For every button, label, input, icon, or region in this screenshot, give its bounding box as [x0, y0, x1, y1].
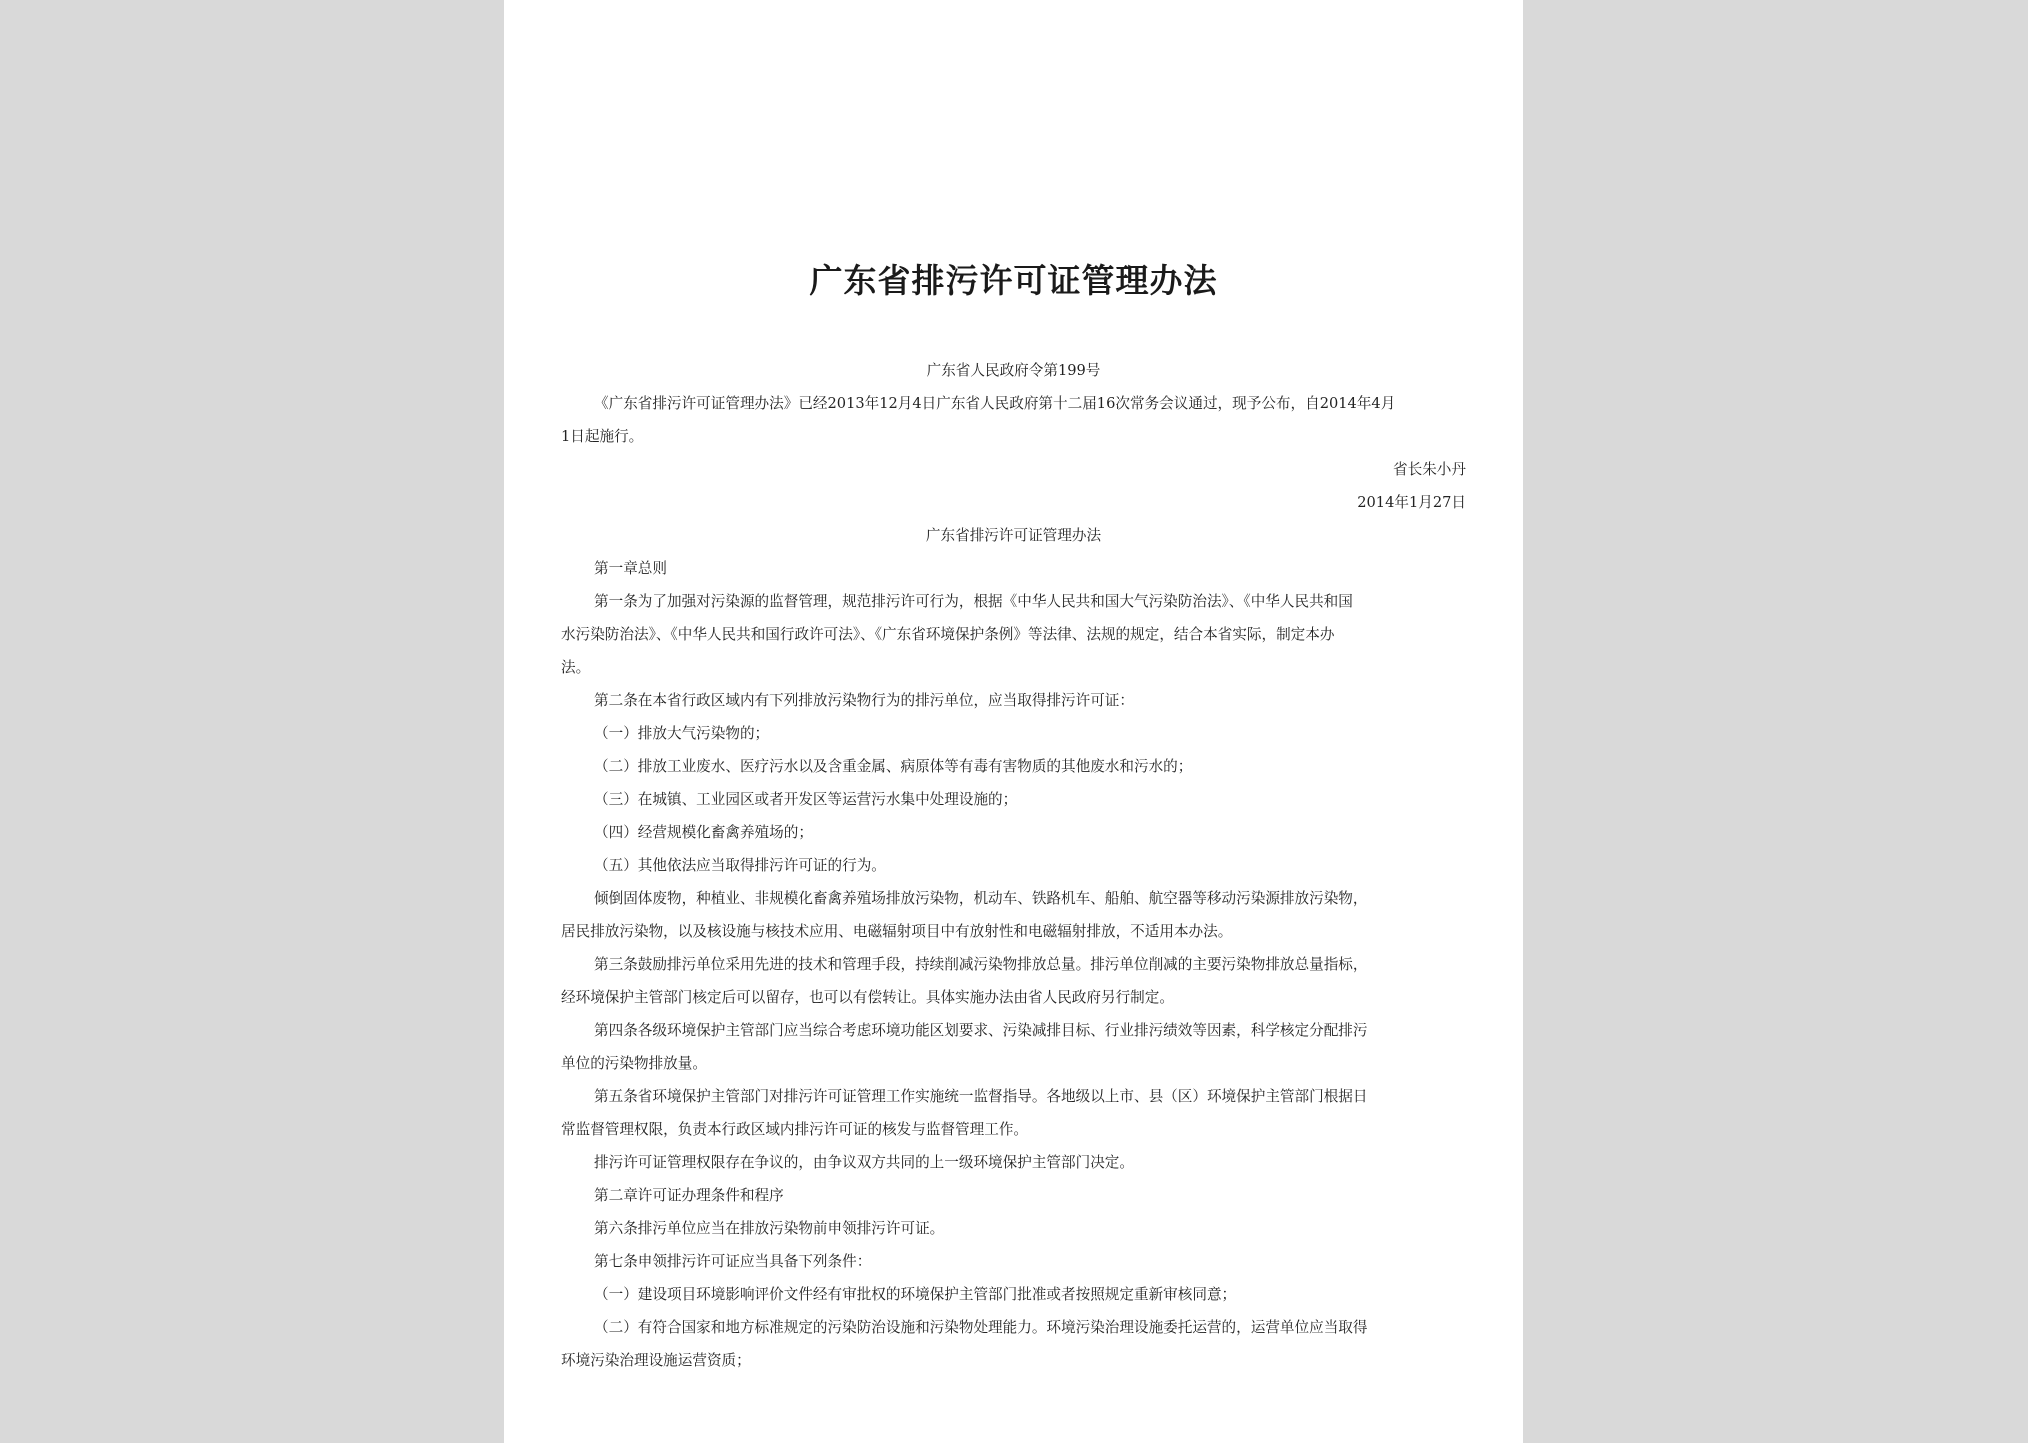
issue-date: 2014年1月27日 [1357, 494, 1466, 511]
article-2-item: （五）其他依法应当取得排污许可证的行为。 [594, 857, 886, 874]
article-1-cont: 法。 [561, 659, 591, 676]
signatory: 省长朱小丹 [1393, 461, 1466, 478]
article-4-cont: 单位的污染物排放量。 [561, 1055, 707, 1072]
article-2-item: （三）在城镇、工业园区或者开发区等运营污水集中处理设施的； [594, 791, 1018, 808]
article-3: 第三条鼓励排污单位采用先进的技术和管理手段，持续削减污染物排放总量。排污单位削减的主要污染物排放总量指标， [594, 956, 1368, 973]
article-2: 第二条在本省行政区域内有下列排放污染物行为的排污单位，应当取得排污许可证： [594, 692, 1134, 709]
article-7-item: （二）有符合国家和地方标准规定的污染防治设施和污染物处理能力。环境污染治理设施委托运营的，运营单位应当取得 [594, 1319, 1368, 1336]
article-2-item: （一）排放大气污染物的； [594, 725, 770, 742]
document-body [561, 354, 1466, 1377]
article-6: 第六条排污单位应当在排放污染物前申领排污许可证。 [594, 1220, 945, 1237]
intro-paragraph: 《广东省排污许可证管理办法》已经2013年12月4日广东省人民政府第十二届16次常务会议通过，现予公布，自2014年4月 [594, 395, 1396, 412]
article-2-item: （二）排放工业废水、医疗污水以及含重金属、病原体等有毒有害物质的其他废水和污水的； [594, 758, 1193, 775]
chapter-heading: 第二章许可证办理条件和程序 [594, 1187, 784, 1204]
article-5-cont: 常监督管理权限，负责本行政区域内排污许可证的核发与监督管理工作。 [561, 1121, 1029, 1138]
document-title: 广东省排污许可证管理办法 [809, 261, 1218, 300]
document-subtitle: 广东省排污许可证管理办法 [925, 527, 1102, 544]
order-number: 广东省人民政府令第199号 [926, 362, 1101, 379]
article-1: 第一条为了加强对污染源的监督管理，规范排污许可行为，根据《中华人民共和国大气污染防治法》、《中华人民共和国 [594, 593, 1353, 610]
article-2-item: （四）经营规模化畜禽养殖场的； [594, 824, 813, 841]
document-page [504, 0, 1523, 1443]
article-2-exclusion: 倾倒固体废物，种植业、非规模化畜禽养殖场排放污染物，机动车、铁路机车、船舶、航空器等移动污染源排放污染物， [594, 890, 1368, 907]
article-1-cont: 水污染防治法》、《中华人民共和国行政许可法》、《广东省环境保护条例》等法律、法规的规定，结合本省实际，制定本办 [561, 626, 1335, 643]
article-7-item: （一）建设项目环境影响评价文件经有审批权的环境保护主管部门批准或者按照规定重新审核同意； [594, 1286, 1237, 1303]
article-5-dispute: 排污许可证管理权限存在争议的，由争议双方共同的上一级环境保护主管部门决定。 [594, 1154, 1134, 1171]
intro-paragraph-cont: 1日起施行。 [561, 428, 644, 445]
article-5: 第五条省环境保护主管部门对排污许可证管理工作实施统一监督指导。各地级以上市、县（区）环境保护主管部门根据日 [594, 1088, 1368, 1105]
article-7: 第七条申领排污许可证应当具备下列条件： [594, 1253, 872, 1270]
chapter-heading: 第一章总则 [594, 560, 667, 577]
article-4: 第四条各级环境保护主管部门应当综合考虑环境功能区划要求、污染减排目标、行业排污绩效等因素，科学核定分配排污 [594, 1022, 1368, 1039]
article-7-item-cont: 环境污染治理设施运营资质； [561, 1352, 751, 1369]
article-2-exclusion-cont: 居民排放污染物，以及核设施与核技术应用、电磁辐射项目中有放射性和电磁辐射排放，不适用本办法。 [561, 923, 1233, 940]
article-3-cont: 经环境保护主管部门核定后可以留存，也可以有偿转让。具体实施办法由省人民政府另行制定。 [561, 989, 1174, 1006]
